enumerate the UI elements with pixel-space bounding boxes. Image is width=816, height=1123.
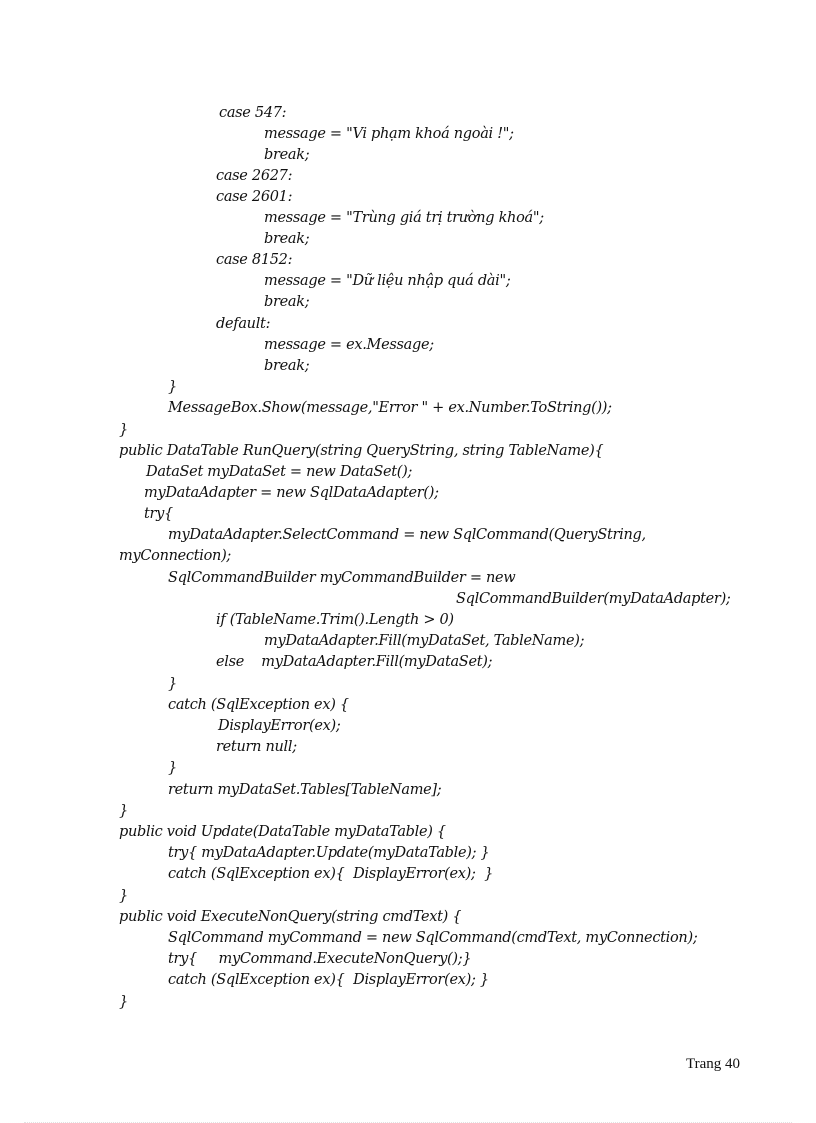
code-line: }: [119, 803, 128, 819]
code-line: default:: [216, 316, 271, 332]
code-line: myConnection);: [119, 548, 232, 564]
code-line: public void ExecuteNonQuery(string cmdText) {: [119, 909, 462, 925]
code-line: catch (SqlException ex){ DisplayError(ex); }: [168, 866, 494, 882]
code-line: message = ex.Message;: [264, 337, 434, 353]
code-line: DisplayError(ex);: [218, 718, 341, 734]
code-line: catch (SqlException ex){ DisplayError(ex); }: [168, 972, 489, 988]
code-line: SqlCommand myCommand = new SqlCommand(cmdText, myConnection);: [168, 930, 698, 946]
code-line: }: [119, 888, 128, 904]
code-line: message = "Dữ liệu nhập quá dài";: [264, 273, 511, 289]
code-line: case 547:: [219, 105, 287, 121]
code-line: try{ myCommand.ExecuteNonQuery();}: [168, 951, 472, 967]
code-line: }: [168, 760, 177, 776]
code-line: break;: [264, 231, 310, 247]
code-line: case 2601:: [216, 189, 293, 205]
code-line: public void Update(DataTable myDataTable) {: [119, 824, 446, 840]
page-number: Trang 40: [686, 1056, 741, 1072]
code-line: }: [119, 994, 128, 1010]
code-line: message = "Vi phạm khoá ngoài !";: [264, 126, 514, 142]
code-line: }: [119, 422, 128, 438]
code-line: return myDataSet.Tables[TableName];: [168, 782, 442, 798]
code-line: myDataAdapter.Fill(myDataSet, TableName);: [264, 633, 585, 649]
code-line: return null;: [216, 739, 297, 755]
code-line: DataSet myDataSet = new DataSet();: [146, 464, 413, 480]
code-line: case 8152:: [216, 252, 293, 268]
code-line: catch (SqlException ex) {: [168, 697, 349, 713]
code-line: myDataAdapter = new SqlDataAdapter();: [144, 485, 439, 501]
code-line: public DataTable RunQuery(string QueryString, string TableName){: [119, 443, 604, 459]
code-line: break;: [264, 294, 310, 310]
code-line: message = "Trùng giá trị trường khoá";: [264, 210, 544, 226]
code-line: case 2627:: [216, 168, 293, 184]
code-line: if (TableName.Trim().Length > 0): [216, 612, 454, 628]
code-line: MessageBox.Show(message,"Error " + ex.Number.ToString());: [168, 400, 612, 416]
code-line: }: [168, 379, 177, 395]
code-line: myDataAdapter.SelectCommand = new SqlCommand(QueryString,: [168, 527, 646, 543]
code-line: break;: [264, 358, 310, 374]
code-line: try{ myDataAdapter.Update(myDataTable); }: [168, 845, 490, 861]
code-line: }: [168, 676, 177, 692]
code-line: SqlCommandBuilder myCommandBuilder = new: [168, 570, 516, 586]
code-line: SqlCommandBuilder(myDataAdapter);: [456, 591, 731, 607]
code-line: try{: [144, 506, 173, 522]
code-line: else myDataAdapter.Fill(myDataSet);: [216, 654, 493, 670]
code-line: break;: [264, 147, 310, 163]
